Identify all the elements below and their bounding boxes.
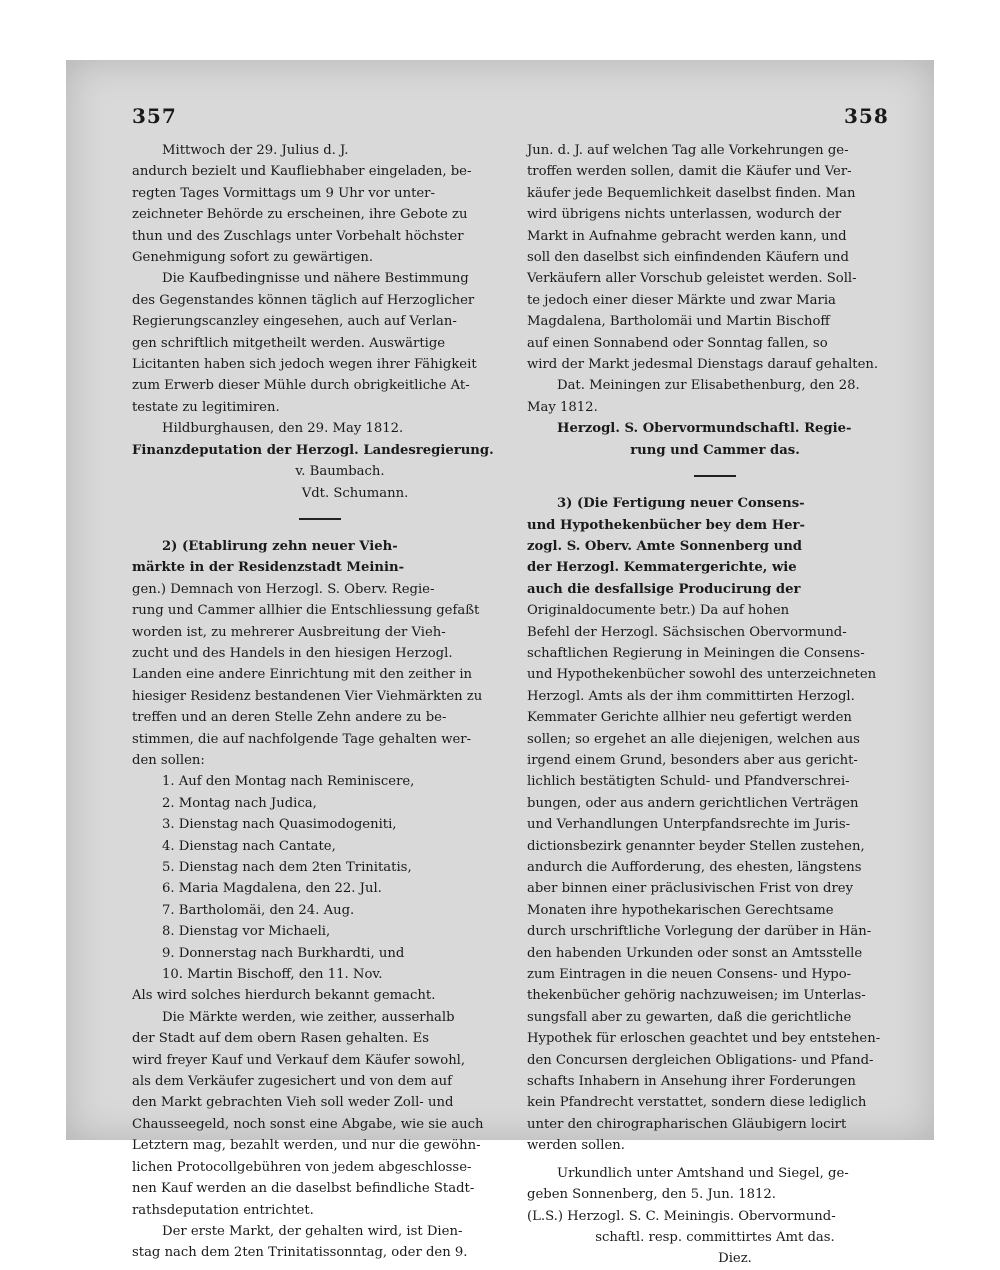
text-line: wird freyer Kauf und Verkauf dem Käufer sowohl, xyxy=(132,1052,466,1068)
text-line: käufer jede Bequemlichkeit daselbst finden. Man xyxy=(527,185,856,201)
section-heading: auch die desfallsige Producirung der xyxy=(527,581,801,597)
issuing-authority: rung und Cammer das. xyxy=(630,442,800,458)
list-item: 5. Dienstag nach dem 2ten Trinitatis, xyxy=(162,860,412,875)
issuing-authority: schaftl. resp. committirtes Amt das. xyxy=(595,1229,835,1245)
section-divider xyxy=(299,518,341,520)
countersignature: Vdt. Schumann. xyxy=(301,485,409,501)
text-line: der Stadt auf dem obern Rasen gehalten. Es xyxy=(132,1031,429,1047)
text-line: Letztern mag, bezahlt werden, und nur die gewöhn- xyxy=(132,1138,481,1154)
text-line: Die Kaufbedingnisse und nähere Bestimmung xyxy=(162,271,469,287)
text-line: andurch die Aufforderung, des ehesten, längstens xyxy=(527,860,862,875)
text-line: kein Pfandrecht verstattet, sondern diese lediglich xyxy=(527,1095,867,1111)
section-heading: und Hypothekenbücher bey dem Her- xyxy=(527,517,805,533)
signature: v. Baumbach. xyxy=(295,464,385,480)
list-item: 2. Montag nach Judica, xyxy=(162,795,317,811)
text-line: Als wird solches hierdurch bekannt gemacht. xyxy=(132,988,436,1004)
dateline: Dat. Meiningen zur Elisabethenburg, den 28. xyxy=(557,378,860,394)
text-line: Markt in Aufnahme gebracht werden kann, und xyxy=(527,228,847,244)
text-line: Originaldocumente betr.) Da auf hohen xyxy=(527,603,790,619)
text-line: durch urschriftliche Vorlegung der darüber in Hän- xyxy=(527,924,872,940)
left-intro xyxy=(132,140,508,440)
text-line: sungsfall aber zu gewarten, daß die gerichtliche xyxy=(527,1009,852,1025)
section-2 xyxy=(132,536,508,771)
text-line: Jun. d. J. auf welchen Tag alle Vorkehrungen ge- xyxy=(527,143,849,158)
text-line: den sollen: xyxy=(132,752,205,768)
text-line: den habenden Urkunden oder sonst an Amtsstelle xyxy=(527,945,863,961)
text-line: Monaten ihre hypothekarischen Gerechtsame xyxy=(527,902,834,918)
list-item: 3. Dienstag nach Quasimodogeniti, xyxy=(162,817,397,833)
section-heading: märkte in der Residenzstadt Meinin- xyxy=(132,560,405,576)
text-line: wird übrigens nichts unterlassen, wodurch der xyxy=(527,207,842,223)
text-line: schafts Inhabern in Ansehung ihrer Forderungen xyxy=(527,1074,856,1090)
text-line: stimmen, die auf nachfolgende Tage gehalten wer- xyxy=(132,731,472,747)
text-line: wird der Markt jedesmal Dienstags darauf gehalten. xyxy=(527,357,879,373)
signature: Diez. xyxy=(718,1251,752,1267)
text-line: te jedoch einer dieser Märkte und zwar Maria xyxy=(527,292,836,308)
text-line: zucht und des Handels in den hiesigen Herzogl. xyxy=(132,645,453,661)
text-line: Der erste Markt, der gehalten wird, ist Dien- xyxy=(162,1223,463,1239)
text-line: Landen eine andere Einrichtung mit den zeither in xyxy=(132,667,473,683)
text-line: schaftlichen Regierung in Meiningen die Consens- xyxy=(527,645,865,661)
text-line: Verkäufern aller Vorschub geleistet werden. Soll- xyxy=(527,271,857,287)
text-line: unter den chirographarischen Gläubigern locirt xyxy=(527,1116,847,1132)
text-line: Die Märkte werden, wie zeither, ausserhalb xyxy=(162,1009,455,1025)
text-line: aber binnen einer präclusivischen Frist von drey xyxy=(527,881,854,897)
text-line: lichlich bestätigten Schuld- und Pfandverschrei- xyxy=(527,774,850,790)
text-line: den Markt gebrachten Vieh soll weder Zoll- und xyxy=(132,1095,454,1111)
text-line: Licitanten haben sich jedoch wegen ihrer Fähigkeit xyxy=(132,357,477,373)
text-line: sollen; so ergehet an alle diejenigen, welchen aus xyxy=(527,731,860,747)
text-line: und Verhandlungen Unterpfandsrechte im Juris- xyxy=(527,817,851,833)
list-item: 10. Martin Bischoff, den 11. Nov. xyxy=(162,967,383,983)
issuing-authority: Herzogl. S. Obervormundschaftl. Regie- xyxy=(557,421,852,437)
text-line: Urkundlich unter Amtshand und Siegel, ge- xyxy=(557,1165,849,1181)
text-line: Befehl der Herzogl. Sächsischen Obervormund- xyxy=(527,624,847,640)
text-line: thun und des Zuschlags unter Vorbehalt höchster xyxy=(132,228,464,244)
list-item: 9. Donnerstag nach Burkhardti, und xyxy=(162,945,405,961)
list-item: 7. Bartholomäi, den 24. Aug. xyxy=(162,902,355,918)
text-line: bungen, oder aus andern gerichtlichen Verträgen xyxy=(527,795,859,811)
text-line: irgend einem Grund, besonders aber aus gericht- xyxy=(527,752,858,768)
text-line: soll den daselbst sich einfindenden Käufern und xyxy=(527,250,849,266)
dateline: geben Sonnenberg, den 5. Jun. 1812. xyxy=(527,1187,776,1203)
text-line: zum Eintragen in die neuen Consens- und Hypo- xyxy=(527,967,852,983)
text-line: treffen und an deren Stelle Zehn andere zu be- xyxy=(132,710,447,726)
text-line: Genehmigung sofort zu gewärtigen. xyxy=(132,250,374,266)
text-line: rathsdeputation entrichtet. xyxy=(132,1202,314,1218)
right-column xyxy=(527,140,903,1270)
text-line: gen.) Demnach von Herzogl. S. Oberv. Regie- xyxy=(132,581,435,597)
text-line: des Gegenstandes können täglich auf Herzoglicher xyxy=(132,292,475,308)
text-line: lichen Protocollgebühren von jedem abgeschlosse- xyxy=(132,1159,472,1175)
text-line: Mittwoch der 29. Julius d. J. xyxy=(162,143,349,158)
section-heading: der Herzogl. Kemmatergerichte, wie xyxy=(527,560,797,576)
text-line: zeichneter Behörde zu erscheinen, ihre Gebote zu xyxy=(132,207,468,223)
right-intro xyxy=(527,140,903,418)
page-number-right: 358 xyxy=(844,104,889,128)
text-line: werden sollen. xyxy=(527,1138,625,1154)
dateline: Hildburghausen, den 29. May 1812. xyxy=(162,421,404,437)
text-line: hiesiger Residenz bestandenen Vier Viehmärkten zu xyxy=(132,688,483,704)
text-line: thekenbücher gehörig nachzuweisen; im Unterlas- xyxy=(527,988,866,1004)
text-line: andurch bezielt und Kaufliebhaber eingeladen, be- xyxy=(132,164,472,180)
text-line: auf einen Sonnabend oder Sonntag fallen, so xyxy=(527,335,828,351)
section-2-closing xyxy=(132,985,508,1263)
text-line: Magdalena, Bartholomäi und Martin Bischoff xyxy=(527,314,830,330)
section-heading: 3) (Die Fertigung neuer Consens- xyxy=(557,496,805,512)
text-line: den Concursen dergleichen Obligations- und Pfand- xyxy=(527,1052,874,1068)
page-number-left: 357 xyxy=(132,104,177,128)
text-line: Regierungscanzley eingesehen, auch auf Verlan- xyxy=(132,314,457,330)
list-item: 4. Dienstag nach Cantate, xyxy=(162,838,336,854)
list-item: 6. Maria Magdalena, den 22. Jul. xyxy=(162,881,382,897)
text-line: zum Erwerb dieser Mühle durch obrigkeitliche At- xyxy=(132,378,470,394)
issuing-authority: Finanzdeputation der Herzogl. Landesregierung. xyxy=(132,442,494,458)
section-3 xyxy=(527,493,903,1157)
section-heading: 2) (Etablirung zehn neuer Vieh- xyxy=(162,538,398,554)
section-divider xyxy=(694,475,736,477)
seal-line: (L.S.) Herzogl. S. C. Meiningis. Obervormund- xyxy=(527,1208,836,1224)
text-line: regten Tages Vormittags um 9 Uhr vor unter- xyxy=(132,185,435,201)
text-line: worden ist, zu mehrerer Ausbreitung der Vieh- xyxy=(132,624,446,640)
section-3-closing xyxy=(527,1163,903,1270)
section-heading: zogl. S. Oberv. Amte Sonnenberg und xyxy=(527,538,802,554)
text-line: und Hypothekenbücher sowohl des unterzeichneten xyxy=(527,667,877,683)
text-line: gen schriftlich mitgetheilt werden. Auswärtige xyxy=(132,335,446,351)
dateline: May 1812. xyxy=(527,399,598,415)
text-line: nen Kauf werden an die daselbst befindliche Stadt- xyxy=(132,1181,475,1197)
text-line: dictionsbezirk genannter beyder Stellen zustehen, xyxy=(527,838,865,854)
text-line: Herzogl. Amts als der ihm committirten Herzogl. xyxy=(527,688,855,704)
text-line: Chausseegeld, noch sonst eine Abgabe, wie sie auch xyxy=(132,1116,484,1132)
left-column xyxy=(132,140,508,1264)
text-line: rung und Cammer allhier die Entschliessung gefaßt xyxy=(132,603,480,619)
text-line: als dem Verkäufer zugesichert und von dem auf xyxy=(132,1074,452,1090)
market-list xyxy=(132,771,508,985)
text-line: troffen werden sollen, damit die Käufer und Ver- xyxy=(527,164,852,180)
list-item: 1. Auf den Montag nach Reminiscere, xyxy=(162,774,415,790)
text-line: Kemmater Gerichte allhier neu gefertigt werden xyxy=(527,710,852,726)
text-line: stag nach dem 2ten Trinitatissonntag, oder den 9. xyxy=(132,1245,468,1261)
text-line: Hypothek für erloschen geachtet und bey entstehen- xyxy=(527,1031,881,1047)
list-item: 8. Dienstag vor Michaeli, xyxy=(162,924,331,940)
text-line: testate zu legitimiren. xyxy=(132,399,280,415)
